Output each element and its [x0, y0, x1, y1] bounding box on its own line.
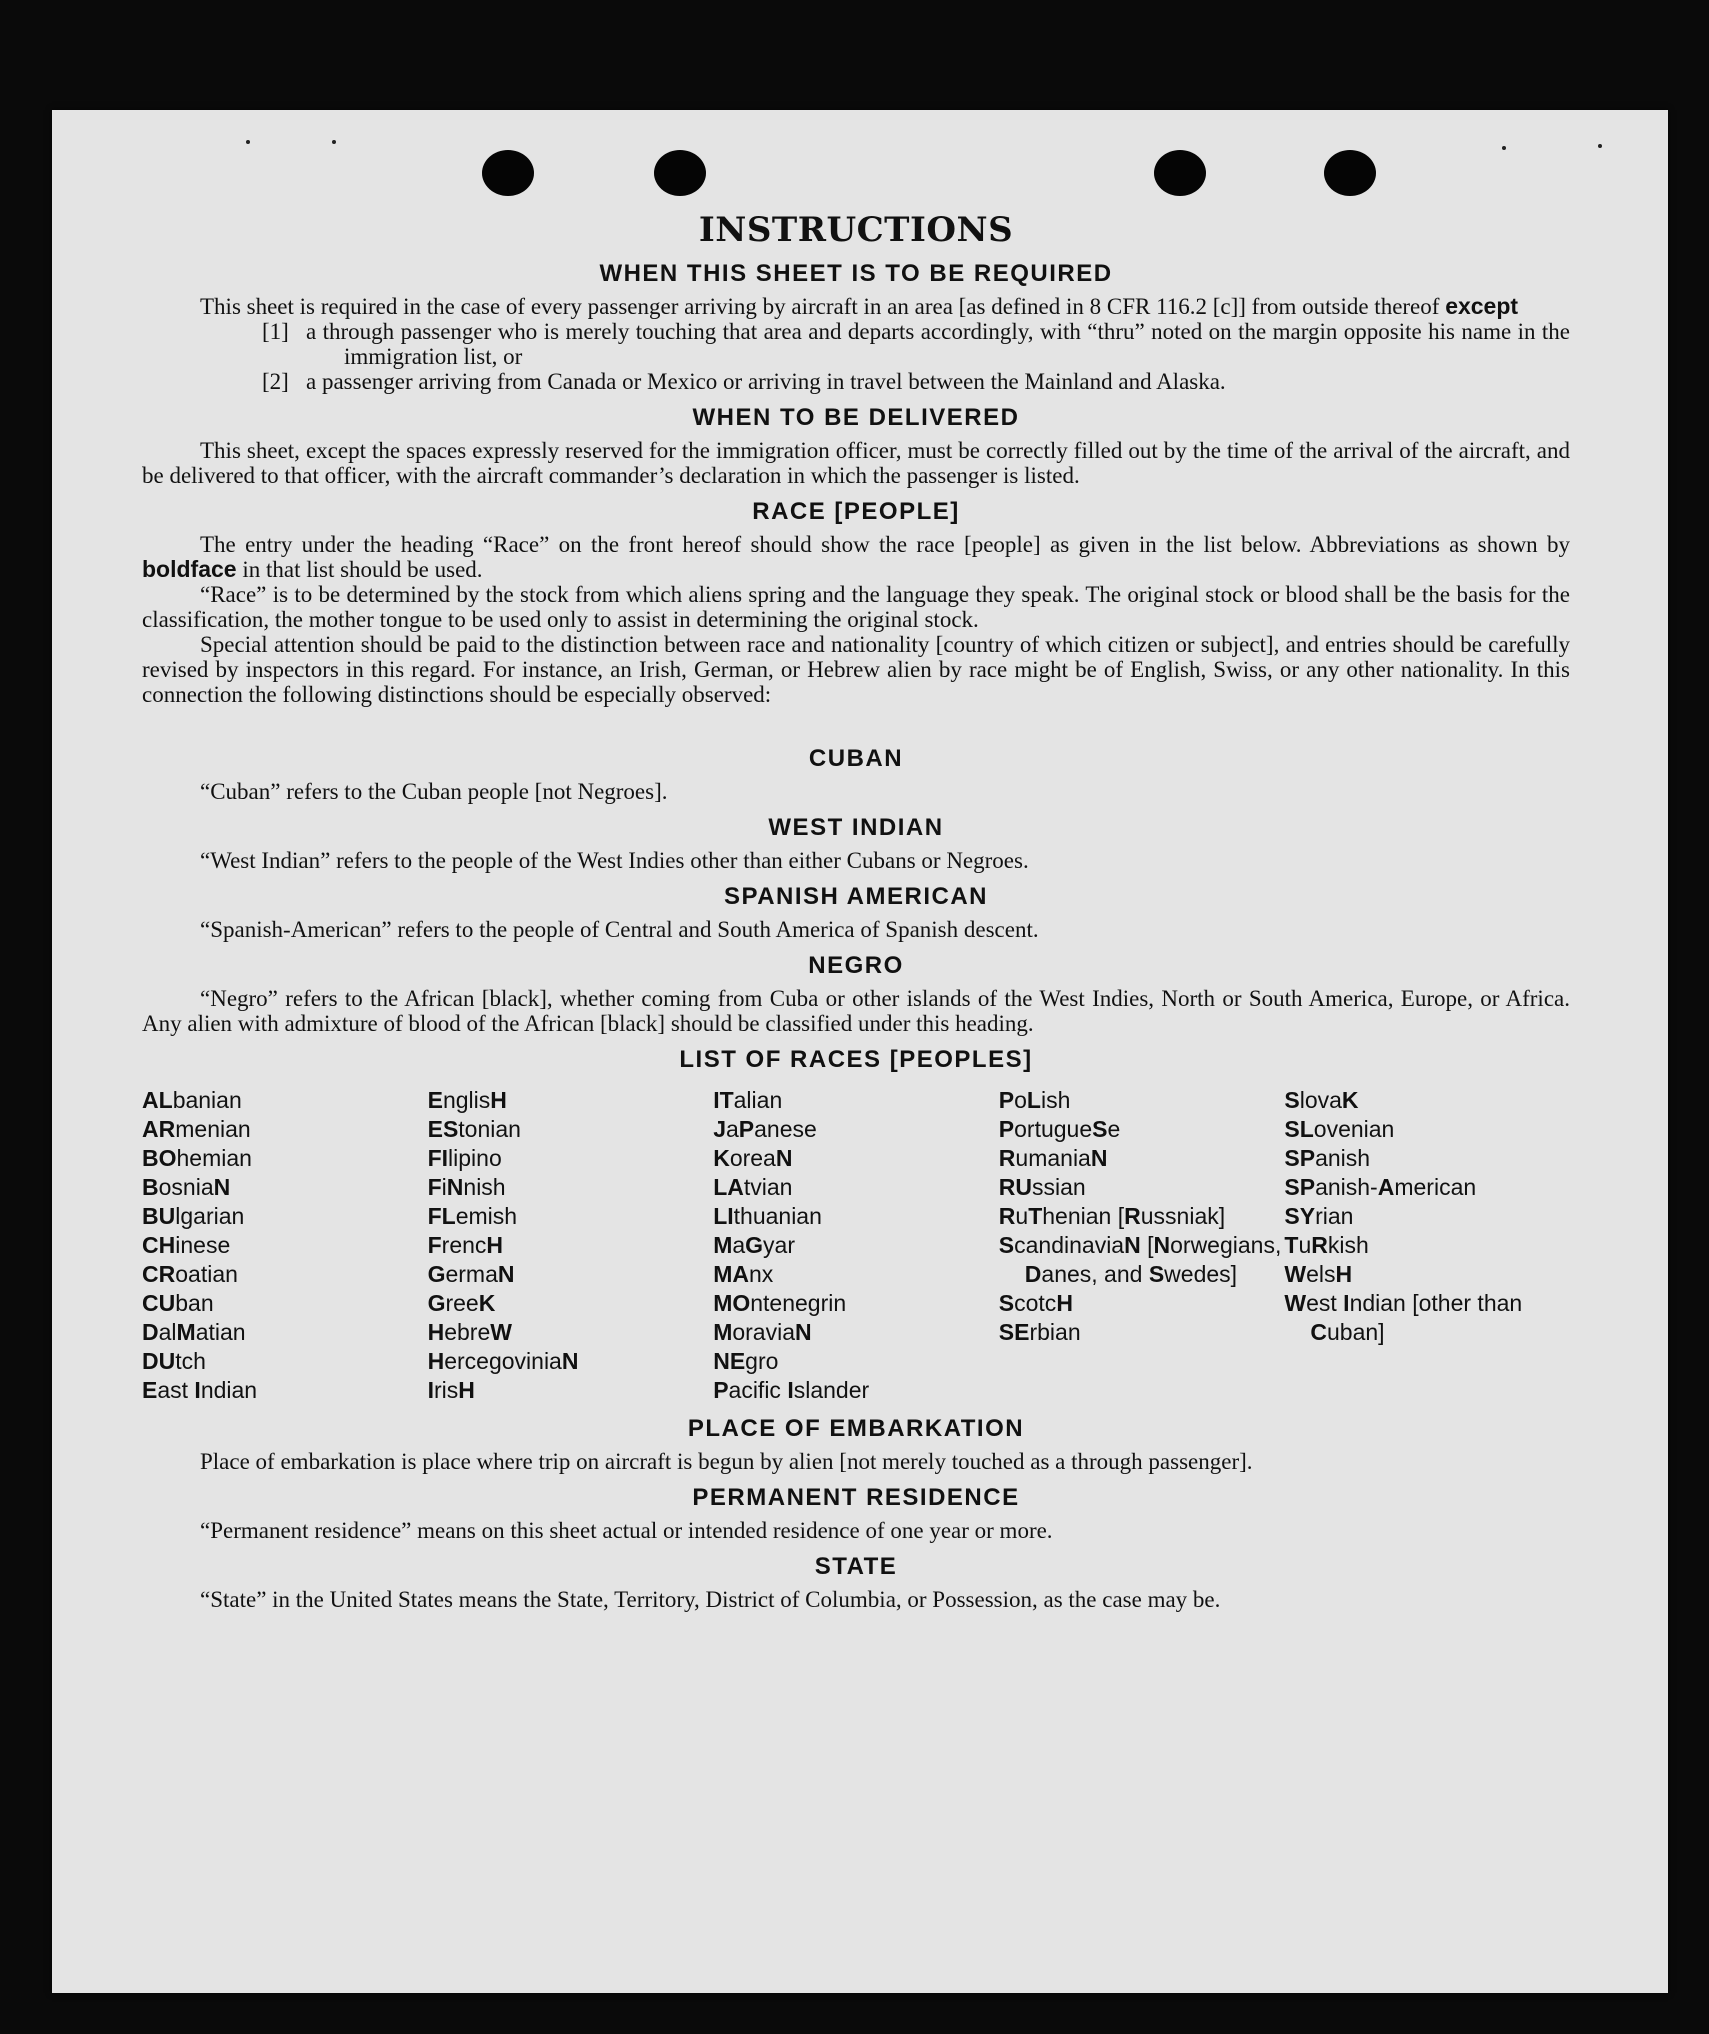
- race-entry: Pacific Islander: [713, 1377, 870, 1403]
- race-entry: EnglisH: [427, 1087, 507, 1113]
- race-entry: HercegoviniaN: [427, 1348, 579, 1374]
- race-entry: LIthuanian: [713, 1203, 822, 1229]
- embarkation-text: Place of embarkation is place where trip on aircraft is begun by alien [not merely touched as a through passenger].: [200, 1449, 1253, 1474]
- race-paragraph-1: The entry under the heading “Race” on the front hereof should show the race [people] as given in the list below. Abbreviations as shown by boldface in that list should be used.: [142, 532, 1570, 582]
- heading-west-indian: WEST INDIAN: [768, 814, 944, 841]
- race-entry: CHinese: [142, 1232, 231, 1258]
- race-entry: ARmenian: [142, 1116, 251, 1142]
- race-paragraph-3: Special attention should be paid to the distinction between race and nationality [country of which citizen or subject], and entries should be carefully revised by inspectors in this regard. For instance, an Irish, German, or Hebrew alien by race might be of English, Swiss, or any other nationality. In this connection the following distinctions should be especially observed:: [142, 632, 1570, 707]
- race-column: [428, 1086, 714, 1405]
- cuban-text: “Cuban” refers to the Cuban people [not Negroes].: [200, 779, 668, 804]
- race-entry: GreeK: [427, 1290, 496, 1316]
- race-entry: FLemish: [427, 1203, 518, 1229]
- punch-hole: [654, 150, 706, 196]
- heading-place-of-embarkation: PLACE OF EMBARKATION: [687, 1415, 1025, 1442]
- race-entry: ScandinaviaN [Norwegians, Danes, and Swedes]: [998, 1232, 1282, 1287]
- scan-speck: [1502, 146, 1506, 150]
- race-entry: DalMatian: [142, 1319, 246, 1345]
- exception-item-2: [2] a passenger arriving from Canada or Mexico or arriving in travel between the Mainland and Alaska.: [262, 369, 1226, 394]
- race-entry: RuThenian [Russniak]: [998, 1203, 1226, 1229]
- heading-cuban: CUBAN: [808, 745, 904, 772]
- page-title: INSTRUCTIONS: [698, 210, 1014, 250]
- race-entry: BosniaN: [142, 1174, 231, 1200]
- punch-hole: [1324, 150, 1376, 196]
- race-entry: MoraviaN: [713, 1319, 812, 1345]
- heading-state: STATE: [814, 1553, 898, 1580]
- except-keyword: except: [1445, 293, 1519, 319]
- race-entry: GermaN: [427, 1261, 515, 1287]
- punch-hole: [1154, 150, 1206, 196]
- required-intro: This sheet is required in the case of every passenger arriving by aircraft in an area [as defined in 8 CFR 116.2 [c]] from outside thereof except: [200, 293, 1519, 319]
- race-entry: DUtch: [142, 1348, 206, 1374]
- race-list: [142, 1086, 1570, 1405]
- punch-hole: [482, 150, 534, 196]
- race-entry: MaGyar: [713, 1232, 795, 1258]
- heading-spanish-american: SPANISH AMERICAN: [723, 883, 988, 910]
- scan-speck: [332, 140, 336, 144]
- document-page: [52, 110, 1668, 1993]
- race-entry: WelsH: [1284, 1261, 1353, 1287]
- heading-permanent-residence: PERMANENT RESIDENCE: [692, 1484, 1020, 1511]
- state-text: “State” in the United States means the State, Territory, District of Columbia, or Possession, as the case may be.: [200, 1587, 1221, 1612]
- race-entry: MAnx: [713, 1261, 774, 1287]
- exception-item-1: [1] a through passenger who is merely touching that area and departs accordingly, with “thru” noted on the margin opposite his name in the immigration list, or: [262, 319, 1570, 369]
- west-indian-text: “West Indian” refers to the people of the West Indies other than either Cubans or Negroes.: [200, 848, 1029, 873]
- heading-negro: NEGRO: [808, 952, 904, 979]
- race-entry: West Indian [other than Cuban]: [1284, 1290, 1523, 1345]
- race-entry: EStonian: [427, 1116, 521, 1142]
- race-entry: SlovaK: [1284, 1087, 1359, 1113]
- race-entry: ScotcH: [998, 1290, 1073, 1316]
- race-entry: FrencH: [427, 1232, 504, 1258]
- race-entry: SPanish-American: [1284, 1174, 1477, 1200]
- race-paragraph-2: “Race” is to be determined by the stock from which aliens spring and the language they speak. The original stock or blood shall be the basis for the classification, the mother tongue to be used only to assist in determining the original stock.: [142, 582, 1570, 632]
- scan-speck: [246, 140, 250, 144]
- race-entry: CUban: [142, 1290, 214, 1316]
- race-entry: HebreW: [427, 1319, 512, 1345]
- race-column: [713, 1086, 999, 1405]
- race-entry: NEgro: [713, 1348, 779, 1374]
- race-column: [999, 1086, 1285, 1405]
- race-entry: LAtvian: [713, 1174, 793, 1200]
- race-entry: MOntenegrin: [713, 1290, 847, 1316]
- race-entry: FiNnish: [427, 1174, 506, 1200]
- race-entry: BOhemian: [142, 1145, 252, 1171]
- negro-text: “Negro” refers to the African [black], whether coming from Cuba or other islands of the West Indies, North or South America, Europe, or Africa. Any alien with admixture of blood of the African [black] should be classified under this heading.: [142, 986, 1570, 1036]
- race-entry: SErbian: [998, 1319, 1081, 1345]
- scan-speck: [1598, 144, 1602, 148]
- race-entry: SPanish: [1284, 1145, 1371, 1171]
- race-entry: JaPanese: [713, 1116, 817, 1142]
- boldface-keyword: boldface: [142, 556, 237, 582]
- heading-when-delivered: WHEN TO BE DELIVERED: [692, 404, 1020, 431]
- race-entry: East Indian: [142, 1377, 258, 1403]
- race-entry: ITalian: [713, 1087, 783, 1113]
- race-entry: RumaniaN: [998, 1145, 1108, 1171]
- spanish-american-text: “Spanish-American” refers to the people of Central and South America of Spanish descent.: [200, 917, 1039, 942]
- delivered-text: This sheet, except the spaces expressly reserved for the immigration officer, must be correctly filled out by the time of the arrival of the aircraft, and be delivered to that officer, with the aircraft commander’s declaration in which the passenger is listed.: [142, 438, 1570, 488]
- race-entry: RUssian: [998, 1174, 1086, 1200]
- race-entry: FIlipino: [427, 1145, 502, 1171]
- race-entry: PoLish: [998, 1087, 1071, 1113]
- race-entry: KoreaN: [713, 1145, 793, 1171]
- race-entry: BUlgarian: [142, 1203, 245, 1229]
- race-entry: SYrian: [1284, 1203, 1354, 1229]
- instructions-content: [142, 210, 1570, 1612]
- race-entry: SLovenian: [1284, 1116, 1395, 1142]
- race-entry: TuRkish: [1284, 1232, 1369, 1258]
- race-entry: CRoatian: [142, 1261, 238, 1287]
- race-entry: IrisH: [427, 1377, 475, 1403]
- race-column: [1284, 1086, 1570, 1405]
- residence-text: “Permanent residence” means on this sheet actual or intended residence of one year or more.: [200, 1518, 1053, 1543]
- race-entry: PortugueSe: [998, 1116, 1121, 1142]
- heading-race: RACE [PEOPLE]: [752, 498, 960, 525]
- heading-list-of-races: LIST OF RACES [PEOPLES]: [679, 1046, 1033, 1073]
- race-column: [142, 1086, 428, 1405]
- race-entry: ALbanian: [142, 1087, 242, 1113]
- heading-sheet-required: WHEN THIS SHEET IS TO BE REQUIRED: [599, 260, 1113, 287]
